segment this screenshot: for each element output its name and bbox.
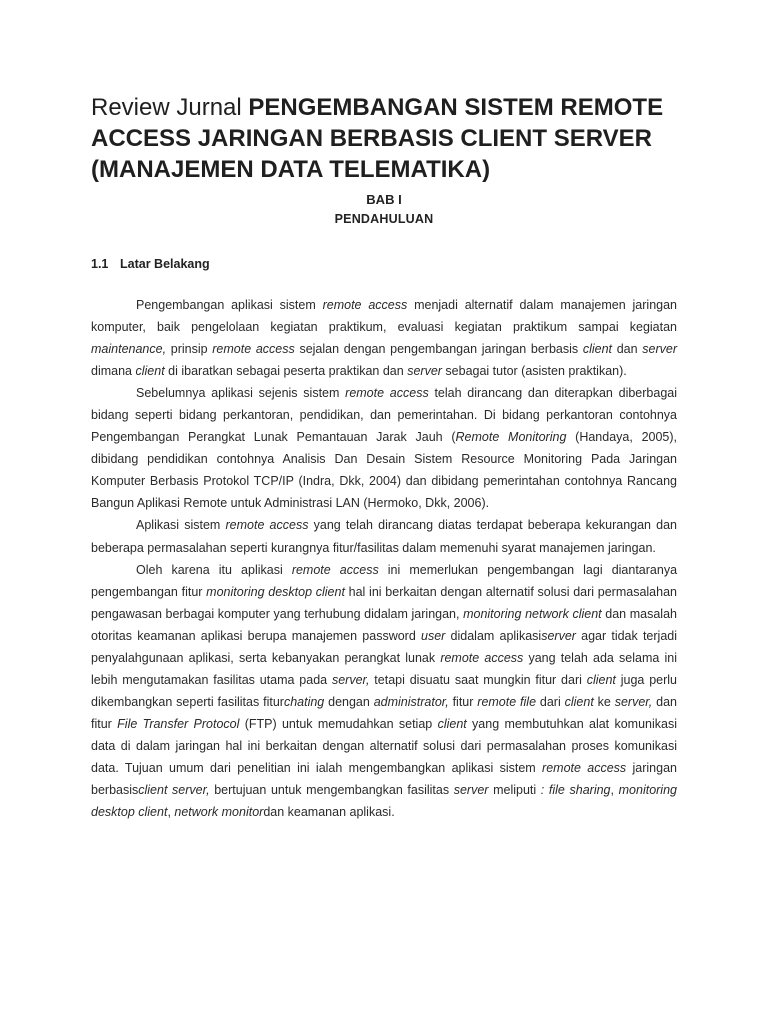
section-heading: [91, 257, 210, 271]
text-run: menjadi alternatif dalam manajemen jaringan komputer, baik pengelolaan kegiatan praktikum, evaluasi kegiatan praktikum sampai kegiatan: [91, 298, 677, 335]
text-run: Aplikasi sistem: [136, 518, 226, 533]
text-run: meliputi: [488, 783, 541, 798]
text-run: fitur: [448, 694, 478, 709]
text-run: tetapi disuatu saat mungkin fitur dari: [369, 672, 587, 687]
italic-run: Remote Monitoring: [455, 430, 567, 445]
title-prefix: Review Jurnal: [91, 94, 249, 121]
text-run: dan: [612, 342, 643, 357]
text-run: dan fitur: [91, 694, 677, 731]
text-run: di ibaratkan sebagai peserta praktikan dan: [164, 364, 408, 379]
title-main: PENGEMBANGAN SISTEM REMOTE ACCESS JARINGAN BERBASIS CLIENT SERVER (MANAJEMEN DATA TELEMATIKA): [91, 94, 664, 183]
text-run: juga perlu dikembangkan seperti fasilitas fitur: [91, 672, 677, 709]
italic-run: remote access: [345, 386, 429, 401]
italic-run: remote access: [542, 760, 627, 775]
italic-run: client: [586, 672, 616, 687]
text-run: dengan: [324, 694, 374, 709]
section-title: Latar Belakang: [120, 257, 210, 271]
italic-run: remote access: [225, 518, 309, 533]
document-title: [91, 92, 691, 185]
italic-run: client: [135, 364, 165, 379]
italic-run: server: [407, 364, 442, 379]
text-run: dari: [536, 694, 565, 709]
italic-run: client: [582, 342, 613, 357]
text-run: agar tidak terjadi penyalahgunaan aplikasi, serta kebanyakan perangkat lunak: [91, 628, 678, 665]
text-run: Pengembangan aplikasi sistem: [136, 298, 323, 312]
italic-run: remote access: [440, 650, 524, 665]
paragraph: [91, 514, 677, 558]
italic-run: monitoring network client: [463, 606, 602, 621]
italic-run: server: [642, 342, 677, 357]
text-run: (FTP) untuk memudahkan setiap: [239, 716, 438, 731]
text-run: Sebelumnya aplikasi sejenis sistem: [136, 386, 346, 401]
italic-run: client: [564, 694, 594, 709]
text-run: ke: [593, 694, 615, 709]
paragraph: [91, 559, 677, 824]
italic-run: maintenance,: [91, 342, 167, 357]
body-text: [91, 294, 677, 823]
section-number: 1.1: [91, 257, 109, 271]
italic-run: File Transfer Protocol: [117, 716, 240, 731]
chapter-title: PENDAHULUAN: [334, 212, 434, 226]
text-run: ,: [167, 805, 175, 820]
italic-run: client server,: [138, 783, 210, 798]
italic-run: server,: [614, 694, 653, 709]
italic-run: remote access: [291, 562, 379, 577]
italic-run: monitoring desktop client: [91, 783, 677, 820]
italic-run: remote access: [212, 342, 295, 357]
text-run: ini memerlukan pengembangan lagi diantaranya pengembangan fitur: [91, 562, 678, 599]
text-run: didalam aplikasi: [445, 628, 542, 643]
italic-run: network monitor: [174, 805, 264, 820]
text-run: prinsip: [166, 342, 213, 357]
italic-run: monitoring desktop client: [206, 584, 345, 599]
italic-run: chating: [283, 694, 325, 709]
text-run: telah dirancang dan diterapkan diberbagai bidang seperti bidang perkantoran, pendidikan, dan pemerintahan. Di bidang perkantoran contohnya Pengembangan Perangkat Lunak Pemantauan Jarak Jauh (: [91, 386, 678, 445]
paragraph: [91, 382, 677, 514]
italic-run: server: [541, 628, 576, 643]
text-run: Oleh karena itu aplikasi: [136, 562, 292, 577]
text-run: sejalan dengan pengembangan jaringan berbasis: [294, 342, 583, 357]
paragraph: [91, 294, 677, 382]
text-run: (Handaya, 2005), dibidang pendidikan contohnya Analisis Dan Desain Sistem Resource Monitoring Pada Jaringan Komputer Berbasis Protokol TCP/IP (Indra, Dkk, 2004) dan dibidang pemerintahan contohnya Rancang Bangun Aplikasi Remote untuk Administrasi LAN (Hermoko, Dkk, 2006).: [91, 430, 678, 511]
italic-run: server: [453, 783, 489, 798]
chapter-heading: BAB I: [366, 192, 402, 207]
italic-run: user: [421, 628, 446, 643]
text-run: dan masalah otoritas keamanan aplikasi berupa manajemen password: [91, 606, 677, 643]
text-run: jaringan berbasis: [91, 760, 677, 798]
italic-run: : file sharing: [540, 783, 611, 798]
italic-run: server,: [331, 672, 370, 687]
text-run: ,: [610, 783, 619, 798]
text-run: bertujuan untuk mengembangkan fasilitas: [209, 783, 454, 798]
text-run: hal ini berkaitan dengan alternatif solusi dari permasalahan pengawasan berbagai komputer yang terhubung didalam jaringan,: [91, 584, 677, 621]
text-run: yang membutuhkan alat komunikasi data di dalam jaringan hal ini berkaitan dengan alternatif solusi dari permasalahan proses komunikasi data. Tujuan umum dari penelitian ini ialah mengembangkan aplikasi sistem: [91, 716, 677, 775]
italic-run: client: [437, 716, 467, 731]
text-run: dan keamanan aplikasi.: [263, 805, 395, 820]
text-run: yang telah ada selama ini lebih mengutamakan fasilitas utama pada: [91, 650, 678, 687]
text-run: yang telah dirancang diatas terdapat beberapa kekurangan dan beberapa permasalahan seperti kurangnya fitur/fasilitas dalam memenuhi syarat manajemen jaringan.: [91, 518, 678, 555]
italic-run: remote access: [322, 298, 408, 312]
italic-run: remote file: [477, 694, 537, 709]
italic-run: administrator,: [373, 694, 449, 709]
text-run: sebagai tutor (asisten praktikan).: [441, 364, 627, 379]
text-run: dimana: [91, 364, 136, 379]
